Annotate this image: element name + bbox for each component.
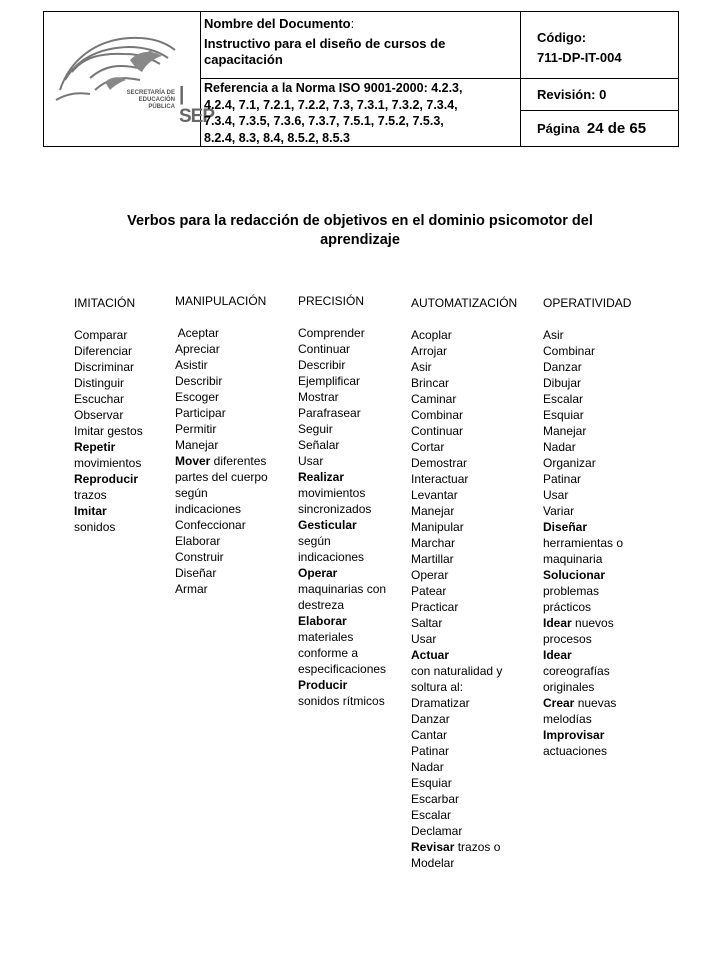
verb-line: Elaborar bbox=[175, 534, 221, 548]
verb-line: Revisar trazos o bbox=[411, 840, 501, 854]
verb-line: movimientos bbox=[74, 456, 142, 470]
verb-line: Manejar bbox=[543, 424, 587, 438]
verb-line: Gesticular bbox=[298, 518, 357, 532]
logo-caption: SECRETARÍA DE EDUCACIÓN PÚBLICA bbox=[126, 90, 175, 110]
verb-line: Seguir bbox=[298, 422, 333, 436]
verb-line: Esquiar bbox=[543, 408, 584, 422]
column-heading: PRECISIÓN bbox=[298, 294, 365, 308]
verb-line: Practicar bbox=[411, 600, 459, 614]
verb-line: Asir bbox=[543, 328, 564, 342]
verb-line: indicaciones bbox=[175, 502, 242, 516]
verb-line: Operar bbox=[298, 566, 338, 580]
verb-line: Combinar bbox=[411, 408, 464, 422]
column-heading: MANIPULACIÓN bbox=[175, 294, 267, 308]
column-manipulacion bbox=[175, 293, 268, 597]
verb-line: Combinar bbox=[543, 344, 596, 358]
verb-line: Manejar bbox=[175, 438, 219, 452]
verb-line: Levantar bbox=[411, 488, 458, 502]
verb-line: Reproducir bbox=[74, 472, 139, 486]
verb-line: Diseñar bbox=[175, 566, 217, 580]
verb-line: Dibujar bbox=[543, 376, 582, 390]
verb-line: Solucionar bbox=[543, 568, 606, 582]
verb-line: Danzar bbox=[543, 360, 582, 374]
verb-line: Saltar bbox=[411, 616, 443, 630]
verb-line: Mostrar bbox=[298, 390, 339, 404]
verb-line: Improvisar bbox=[543, 728, 605, 742]
verb-line: Continuar bbox=[411, 424, 464, 438]
verb-line: indicaciones bbox=[298, 550, 365, 564]
verb-line: Comprender bbox=[298, 326, 365, 340]
document-name: Nombre del Documento: Instructivo para el diseño de cursos de capacitación bbox=[204, 16, 446, 67]
verb-line: movimientos bbox=[298, 486, 366, 500]
verb-line: Cantar bbox=[411, 728, 448, 742]
column-precision bbox=[298, 293, 386, 709]
verb-line: Caminar bbox=[411, 392, 457, 406]
column-imitacion bbox=[74, 295, 143, 535]
verb-line: Marchar bbox=[411, 536, 456, 550]
verb-line: actuaciones bbox=[543, 744, 608, 758]
verb-line: herramientas o bbox=[543, 536, 624, 550]
verb-line: Repetir bbox=[74, 440, 116, 454]
verb-line: Confeccionar bbox=[175, 518, 246, 532]
document-header bbox=[43, 11, 679, 147]
verb-line: Imitar gestos bbox=[74, 424, 143, 438]
verb-line: sincronizados bbox=[298, 502, 372, 516]
document-code: Código: 711-DP-IT-004 bbox=[537, 30, 622, 65]
verb-line: Variar bbox=[543, 504, 575, 518]
verb-line: Comparar bbox=[74, 328, 128, 342]
verb-line: Permitir bbox=[175, 422, 217, 436]
verb-line: Producir bbox=[298, 678, 348, 692]
verb-line: trazos bbox=[74, 488, 107, 502]
verb-line: Mover diferentes bbox=[175, 454, 267, 468]
verb-line: Armar bbox=[175, 582, 208, 596]
verb-line: procesos bbox=[543, 632, 592, 646]
verb-line: según bbox=[298, 534, 331, 548]
verb-line: prácticos bbox=[543, 600, 592, 614]
verb-line: Continuar bbox=[298, 342, 351, 356]
verb-line: Martillar bbox=[411, 552, 454, 566]
verb-line: especificaciones bbox=[298, 662, 387, 676]
verb-line: Arrojar bbox=[411, 344, 448, 358]
verb-line: Ejemplificar bbox=[298, 374, 361, 388]
verb-line: Acoplar bbox=[411, 328, 452, 342]
verb-line: Diseñar bbox=[543, 520, 588, 534]
column-automatizacion bbox=[411, 295, 517, 871]
verb-line: Observar bbox=[74, 408, 124, 422]
verb-line: Idear bbox=[543, 648, 572, 662]
verb-line: Esquiar bbox=[411, 776, 452, 790]
verb-line: Interactuar bbox=[411, 472, 469, 486]
verb-line: Nadar bbox=[543, 440, 576, 454]
verb-line: Danzar bbox=[411, 712, 450, 726]
verb-line: Patinar bbox=[411, 744, 450, 758]
column-heading: OPERATIVIDAD bbox=[543, 296, 632, 310]
verb-line: Crear nuevas bbox=[543, 696, 617, 710]
verb-line: Construir bbox=[175, 550, 224, 564]
verb-line: con naturalidad y bbox=[411, 664, 503, 678]
verb-line: Cortar bbox=[411, 440, 445, 454]
verb-line: Realizar bbox=[298, 470, 345, 484]
norma-reference: Referencia a la Norma ISO 9001-2000: 4.2.3, 4.2.4, 7.1, 7.2.1, 7.2.2, 7.3, 7.3.1, 7.3.2, 7.3.4, 7.3.4, 7.3.5, 7.3.6, 7.3.7, 7.5.1, 7.5.2, 7.5.3, 8.2.4, 8.3, 8.4, 8.5.2, 8.5.3 bbox=[204, 81, 463, 145]
verb-line: Elaborar bbox=[298, 614, 347, 628]
verb-line: Escalar bbox=[411, 808, 452, 822]
verb-line: según bbox=[175, 486, 208, 500]
verb-line: Organizar bbox=[543, 456, 596, 470]
verb-line: soltura al: bbox=[411, 680, 464, 694]
verb-line: Brincar bbox=[411, 376, 450, 390]
column-heading: AUTOMATIZACIÓN bbox=[411, 296, 518, 310]
verb-line: Idear nuevos bbox=[543, 616, 614, 630]
revision: Revisión: 0 bbox=[537, 87, 607, 102]
verb-line: Imitar bbox=[74, 504, 107, 518]
verb-line: originales bbox=[543, 680, 595, 694]
verb-line: Describir bbox=[298, 358, 346, 372]
verb-line: Usar bbox=[543, 488, 569, 502]
verb-line: melodías bbox=[543, 712, 592, 726]
page-number: Página 24 de 65 bbox=[537, 120, 647, 137]
verb-line: Usar bbox=[298, 454, 324, 468]
verb-line: Apreciar bbox=[175, 342, 220, 356]
verb-line: Participar bbox=[175, 406, 226, 420]
column-operatividad bbox=[543, 295, 631, 759]
verb-line: partes del cuerpo bbox=[175, 470, 268, 484]
verb-line: coreografías bbox=[543, 664, 610, 678]
verb-line: Asistir bbox=[175, 358, 208, 372]
verb-line: conforme a bbox=[298, 646, 359, 660]
verb-line: Demostrar bbox=[411, 456, 468, 470]
logo-sep-letters: | SEP bbox=[179, 84, 215, 127]
verb-line: problemas bbox=[543, 584, 600, 598]
verb-line: Escoger bbox=[175, 390, 220, 404]
verb-line: Patinar bbox=[543, 472, 582, 486]
verb-line: Asir bbox=[411, 360, 432, 374]
verb-line: Escarbar bbox=[411, 792, 460, 806]
verb-line: Diferenciar bbox=[74, 344, 133, 358]
sep-logo-eagle-icon bbox=[50, 20, 215, 130]
verb-line: Describir bbox=[175, 374, 223, 388]
verb-line: maquinaria bbox=[543, 552, 603, 566]
verb-line: Declamar bbox=[411, 824, 463, 838]
verb-line: Manejar bbox=[411, 504, 455, 518]
verb-line: Manipular bbox=[411, 520, 464, 534]
verb-line: Escuchar bbox=[74, 392, 125, 406]
verb-line: maquinarias con bbox=[298, 582, 387, 596]
verb-line: destreza bbox=[298, 598, 345, 612]
verb-line: Patear bbox=[411, 584, 447, 598]
verb-line: Modelar bbox=[411, 856, 455, 870]
verb-line: Aceptar bbox=[175, 326, 220, 340]
verb-line: Escalar bbox=[543, 392, 584, 406]
verb-line: Discriminar bbox=[74, 360, 134, 374]
verb-line: Parafrasear bbox=[298, 406, 361, 420]
verb-line: materiales bbox=[298, 630, 354, 644]
verb-line: Operar bbox=[411, 568, 449, 582]
verb-line: Dramatizar bbox=[411, 696, 470, 710]
verb-line: sonidos rítmicos bbox=[298, 694, 385, 708]
verb-line: Actuar bbox=[411, 648, 450, 662]
verb-line: Distinguir bbox=[74, 376, 125, 390]
page-title: Verbos para la redacción de objetivos en el dominio psicomotor del aprendizaje bbox=[127, 213, 593, 248]
column-heading: IMITACIÓN bbox=[74, 296, 136, 310]
verb-line: Usar bbox=[411, 632, 437, 646]
verb-line: Nadar bbox=[411, 760, 444, 774]
verb-line: sonidos bbox=[74, 520, 116, 534]
verb-line: Señalar bbox=[298, 438, 340, 452]
